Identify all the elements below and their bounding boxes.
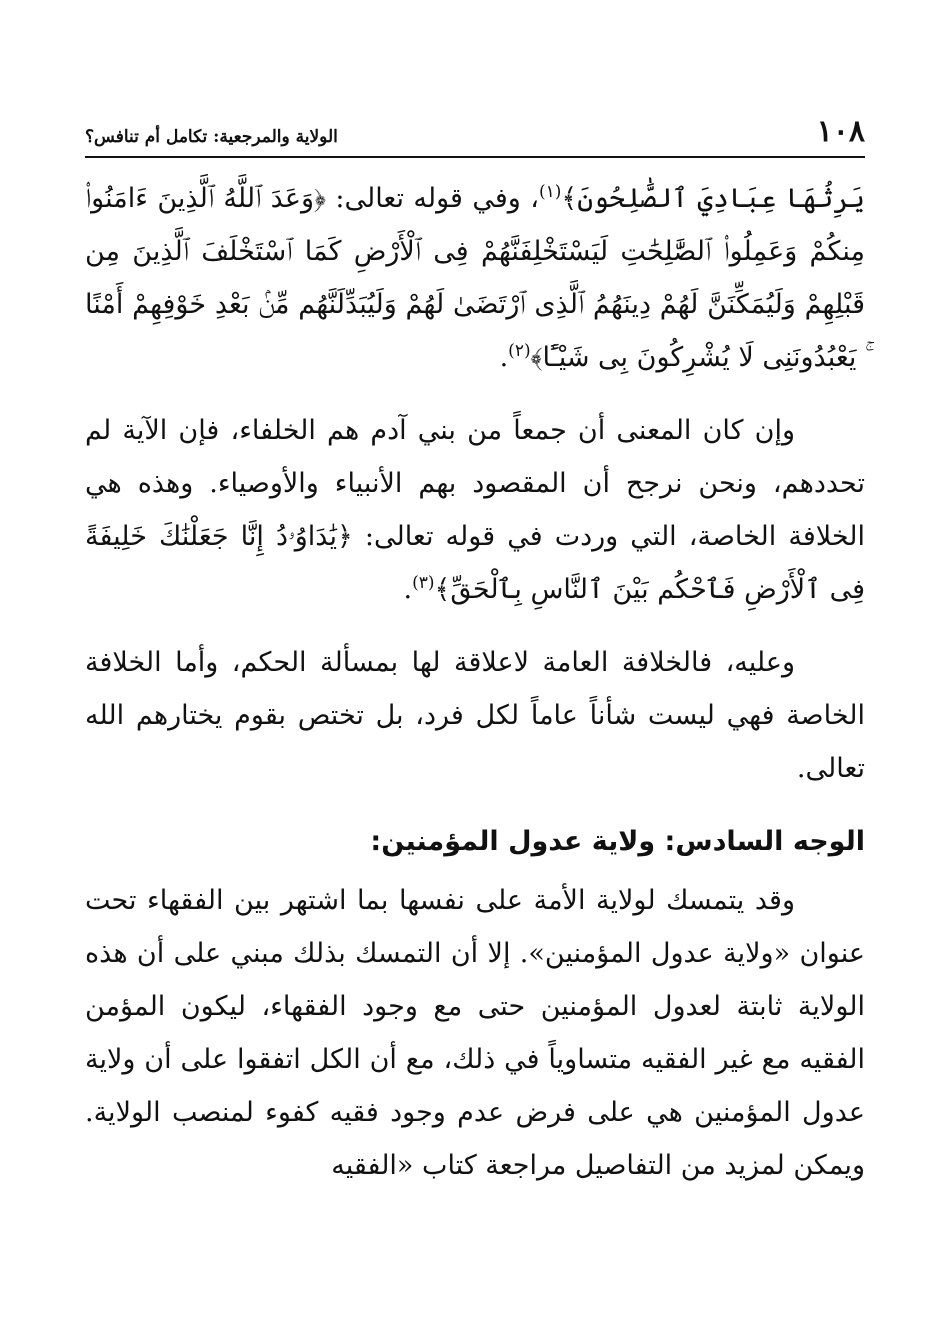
- paragraph-special-caliphate: [85, 404, 865, 616]
- page-content: [85, 172, 865, 1192]
- section-heading: الوجه السادس: ولاية عدول المؤمنين:: [370, 826, 865, 857]
- footnote-ref-1: (١): [538, 182, 562, 202]
- paragraph-just-believers: وقد يتمسك لولاية الأمة على نفسها بما اشتهر بين الفقهاء تحت عنوان «ولاية عدول المؤمنين». إلا أن التمسك بذلك مبني على أن هذه الولاية ثابتة لعدول المؤمنين حتى مع وجود الفقهاء، ليكون المؤمن الفقيه مع غير الفقيه متساوياً في ذلك، مع أن الكل اتفقوا على أن ولاية عدول المؤمنين هي على فرض عدم وجود فقيه كفوء لمنصب الولاية. ويمكن لمزيد من التفاصيل مراجعة كتاب «الفقيه: [85, 885, 865, 1181]
- paragraph-text: وإن كان المعنى أن جمعاً من بني آدم هم الخلفاء، فإن الآية لم تحددهم، ونحن نرجح أن المقصود بهم الأنبياء والأوصياء. وهذه هي الخلافة الخاصة، التي وردت في قوله تعالى:: [85, 415, 866, 552]
- quran-quote: ﴿يَٰدَاوُۥدُ إِنَّا جَعَلْنَٰكَ خَلِيفَةً فِى ٱلْأَرْضِ فَٱحْكُم بَيْنَ ٱلنَّاسِ بِٱلْحَقِّ﴾: [85, 521, 865, 605]
- footnote-ref-3: (٣): [412, 573, 435, 593]
- quran-quote-end: يَرِثُهَا عِبَادِيَ ٱلصَّٰلِحُونَ﴾: [561, 183, 865, 214]
- paragraph-quran-verse: [85, 172, 865, 384]
- paragraph-text: .: [403, 574, 413, 605]
- paragraph-text: .: [499, 342, 509, 373]
- quran-quote: ﴿وَعَدَ ٱللَّهُ ٱلَّذِينَ ءَامَنُوا۟ مِنكُمْ وَعَمِلُوا۟ ٱلصَّٰلِحَٰتِ لَيَسْتَخْلِفَنَّهُمْ فِى ٱلْأَرْضِ كَمَا ٱسْتَخْلَفَ ٱلَّذِينَ مِن قَبْلِهِمْ وَلَيُمَكِّنَنَّ لَهُمْ دِينَهُمُ ٱلَّذِى ٱرْتَضَىٰ لَهُمْ وَلَيُبَدِّلَنَّهُم مِّنۢ بَعْدِ خَوْفِهِمْ أَمْنًا ۚ يَعْبُدُونَنِى لَا يُشْرِكُونَ بِى شَيْـًٔا﴾: [85, 183, 865, 373]
- paragraph-general-caliphate: وعليه، فالخلافة العامة لاعلاقة لها بمسألة الحكم، وأما الخلافة الخاصة فهي ليست شأناً عاماً لكل فرد، بل تختص بقوم يختارهم الله تعالى.: [85, 647, 865, 784]
- page-number: ١٠٨: [816, 114, 865, 149]
- running-title: الولاية والمرجعية: تكامل أم تنافس؟: [85, 127, 338, 147]
- footnote-ref-2: (٢): [508, 341, 531, 361]
- paragraph-text: ، وفي قوله تعالى:: [325, 183, 539, 214]
- running-header: [85, 112, 865, 158]
